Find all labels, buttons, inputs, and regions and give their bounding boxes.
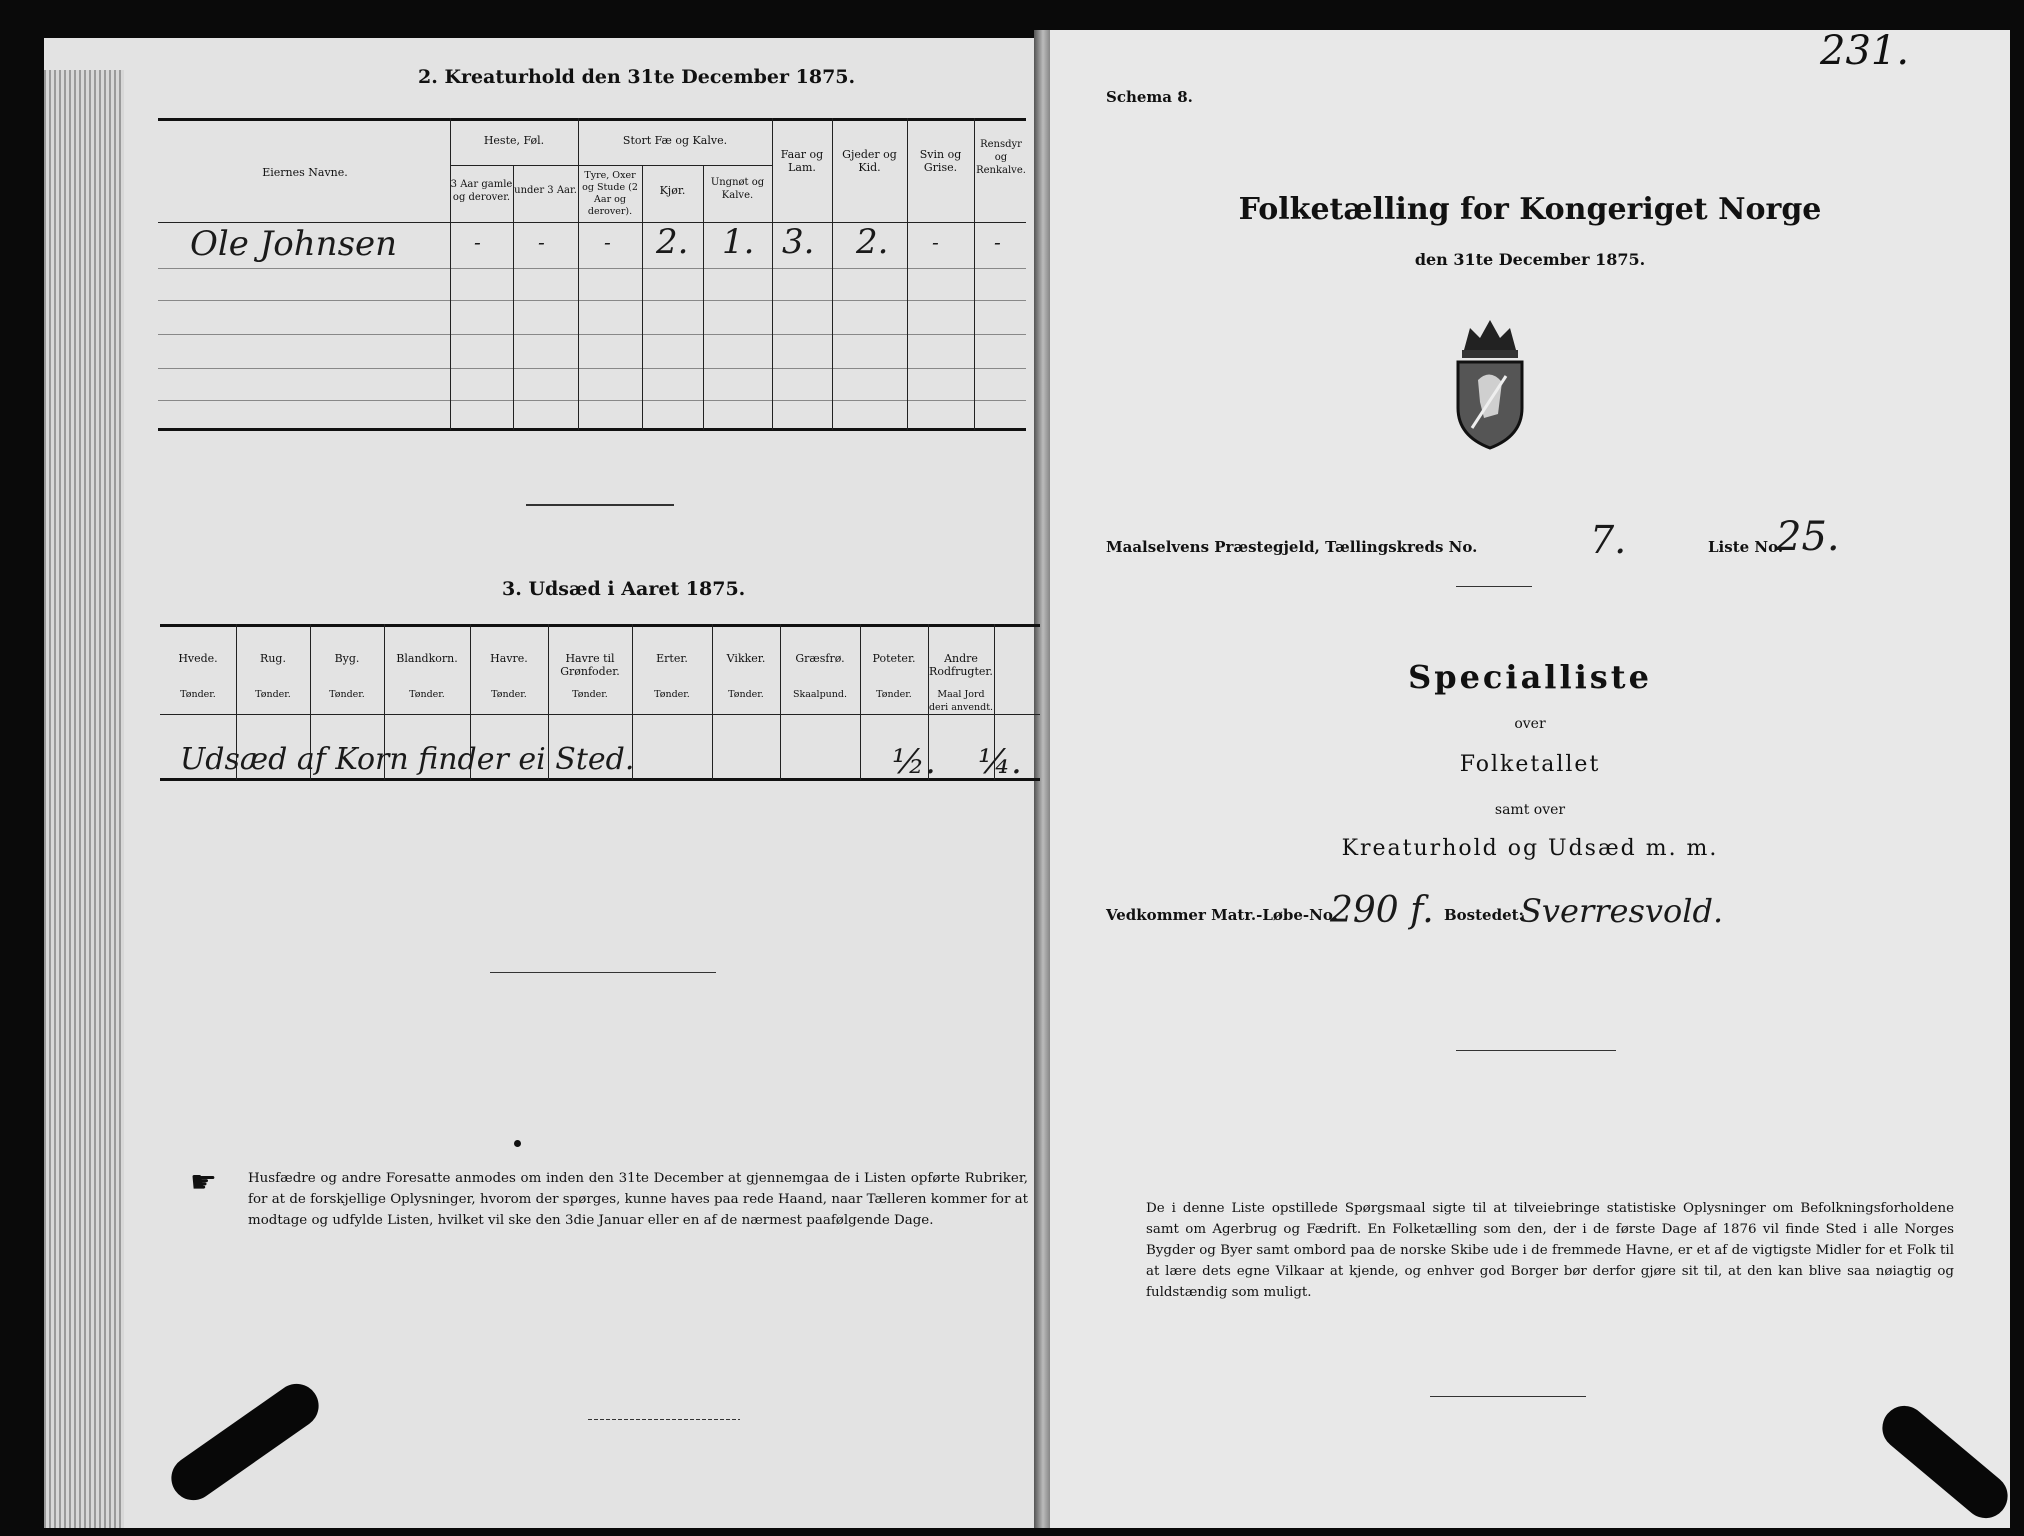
list-label: Liste No.: [1708, 538, 1784, 556]
main-title: Folketælling for Kongeriget Norge: [1238, 192, 1822, 227]
census-date: den 31te December 1875.: [1414, 250, 1646, 269]
seed-row-note: Udsæd af Korn finder ei Sted.: [180, 742, 635, 777]
seed-header-7: Erter.: [656, 652, 688, 665]
header-bulls: Tyre, Oxer og Stude (2 Aar og derover).: [582, 170, 638, 217]
divider-rule: [1456, 586, 1532, 587]
table2-col-divider: [642, 165, 643, 430]
header-owner: Eiernes Navne.: [262, 166, 348, 179]
seed-unit-1: Tønder.: [180, 689, 216, 700]
seed-unit-8: Tønder.: [728, 689, 764, 700]
table2-row-rule: [158, 400, 1026, 401]
seed-unit-11: Maal Jord deri anvendt.: [928, 689, 994, 713]
header-calves: Ungnøt og Kalve.: [710, 177, 765, 201]
bullet-dot: [514, 1140, 521, 1147]
value-potatoes: ½.: [892, 742, 936, 782]
pointing-hand-icon: ☛: [190, 1165, 217, 1200]
value-horses-old: -: [474, 230, 481, 254]
over-label: over: [1514, 716, 1546, 732]
header-horses: Heste, Føl.: [483, 134, 545, 147]
seed-header-2: Rug.: [260, 652, 286, 665]
list-number: 25.: [1776, 514, 1840, 560]
seed-unit-6: Tønder.: [572, 689, 608, 700]
divider-rule: [1456, 1050, 1616, 1051]
value-sheep: 3.: [782, 222, 815, 262]
value-horses-young: -: [538, 230, 545, 254]
kreaturhold-label: Kreaturhold og Udsæd m. m.: [1341, 836, 1719, 861]
section2-title: 2. Kreaturhold den 31te December 1875.: [418, 66, 856, 88]
left-page-edge: [44, 70, 124, 1528]
section3-title: 3. Udsæd i Aaret 1875.: [502, 578, 746, 600]
table2-row-rule: [158, 300, 1026, 301]
seed-unit-2: Tønder.: [255, 689, 291, 700]
value-bulls: -: [604, 230, 611, 254]
header-horses-old: 3 Aar gamle og derover.: [450, 179, 513, 203]
header-cows: Kjør.: [659, 184, 686, 197]
table3-header-rule: [160, 714, 1040, 715]
table2-top-rule: [158, 118, 1026, 121]
seed-header-8: Vikker.: [726, 652, 766, 665]
seed-unit-4: Tønder.: [409, 689, 445, 700]
value-goats: 2.: [856, 222, 889, 262]
table3-col-divider: [860, 624, 861, 780]
matr-number: 290 f.: [1330, 890, 1434, 931]
matr-label: Vedkommer Matr.-Løbe-No.: [1106, 906, 1338, 924]
schema-label: Schema 8.: [1106, 88, 1193, 106]
folketallet-label: Folketallet: [1459, 752, 1601, 777]
seed-header-3: Byg.: [334, 652, 360, 665]
samt-over-label: samt over: [1494, 802, 1566, 818]
divider-rule: [490, 972, 716, 973]
seed-header-4: Blandkorn.: [396, 652, 458, 665]
seed-unit-3: Tønder.: [329, 689, 365, 700]
table2-header-rule: [158, 222, 1026, 223]
bosted-value: Sverresvold.: [1520, 892, 1724, 930]
divider-rule: [1430, 1396, 1586, 1397]
value-pigs: -: [932, 230, 939, 254]
seed-unit-5: Tønder.: [491, 689, 527, 700]
table2-bottom-rule: [158, 428, 1026, 431]
owner-name: Ole Johnsen: [190, 224, 398, 264]
district-number: 7.: [1590, 518, 1627, 562]
page-number: 231.: [1820, 28, 1910, 74]
value-calves: 1.: [722, 222, 755, 262]
seed-unit-9: Skaalpund.: [792, 689, 848, 700]
seed-unit-7: Tønder.: [654, 689, 690, 700]
seed-header-1: Hvede.: [178, 652, 218, 665]
seed-unit-10: Tønder.: [876, 689, 912, 700]
table3-col-divider: [780, 624, 781, 780]
seed-header-5: Havre.: [490, 652, 528, 665]
seed-header-10: Poteter.: [872, 652, 916, 665]
table2-subheader-rule: [450, 165, 772, 166]
special-title: Specialliste: [1408, 658, 1652, 696]
divider-rule: [526, 504, 674, 506]
header-reindeer: Rensdyr og Renkalve.: [976, 139, 1026, 176]
table2-col-divider: [513, 165, 514, 430]
header-sheep: Faar og Lam.: [780, 148, 824, 174]
value-roots: ¼.: [978, 742, 1022, 782]
table2-row-rule: [158, 368, 1026, 369]
header-pigs: Svin og Grise.: [919, 148, 962, 174]
seed-header-6: Havre til Grønfoder.: [560, 652, 620, 678]
info-text: De i denne Liste opstillede Spørgsmaal sigte til at tilveiebringe statistiske Oplysninger om Befolkningsforholdene samt om Agerbrug og Fædrift. En Folketælling som den, der i de første Dage af 1876 vil finde Sted i alle Norges Bygder og Byer samt ombord paa de norske Skibe ude i de fremmede Havne, er et af de vigtigste Midler for et Folk til at lære dets egne Vilkaar at kjende, og enhver god Borger bør derfor gjøre sit til, at den kan blive saa nøiagtig og fuldstændig som muligt.: [1146, 1201, 1954, 1300]
value-reindeer: -: [994, 230, 1001, 254]
table2-row-rule: [158, 268, 1026, 269]
footnote-text: Husfædre og andre Foresatte anmodes om inden den 31te December at gjennemgaa de i Listen opførte Rubriker, for at de forskjellige Oplysninger, hvorom der spørges, kunne haves paa rede Haand, naar Tælleren kommer for at modtage og udfylde Listen, hvilket vil ske den 3die Januar eller en af de nærmest paafølgende Dage.: [248, 1171, 1028, 1228]
seed-header-9: Græsfrø.: [795, 652, 845, 665]
table2-col-divider: [703, 165, 704, 430]
value-cows: 2.: [656, 222, 689, 262]
header-goats: Gjeder og Kid.: [842, 148, 897, 174]
coat-of-arms-icon: [1450, 310, 1530, 450]
header-cattle: Stort Fæ og Kalve.: [622, 134, 728, 147]
table3-col-divider: [712, 624, 713, 780]
header-horses-young: under 3 Aar.: [514, 185, 577, 196]
table2-row-rule: [158, 334, 1026, 335]
seed-header-11: Andre Rodfrugter.: [929, 652, 993, 678]
parish-label: Maalselvens Præstegjeld, Tællingskreds No.: [1106, 538, 1478, 556]
divider-rule: [588, 1419, 740, 1420]
table3-top-rule: [160, 624, 1040, 627]
bosted-label: Bostedet:: [1444, 906, 1525, 924]
